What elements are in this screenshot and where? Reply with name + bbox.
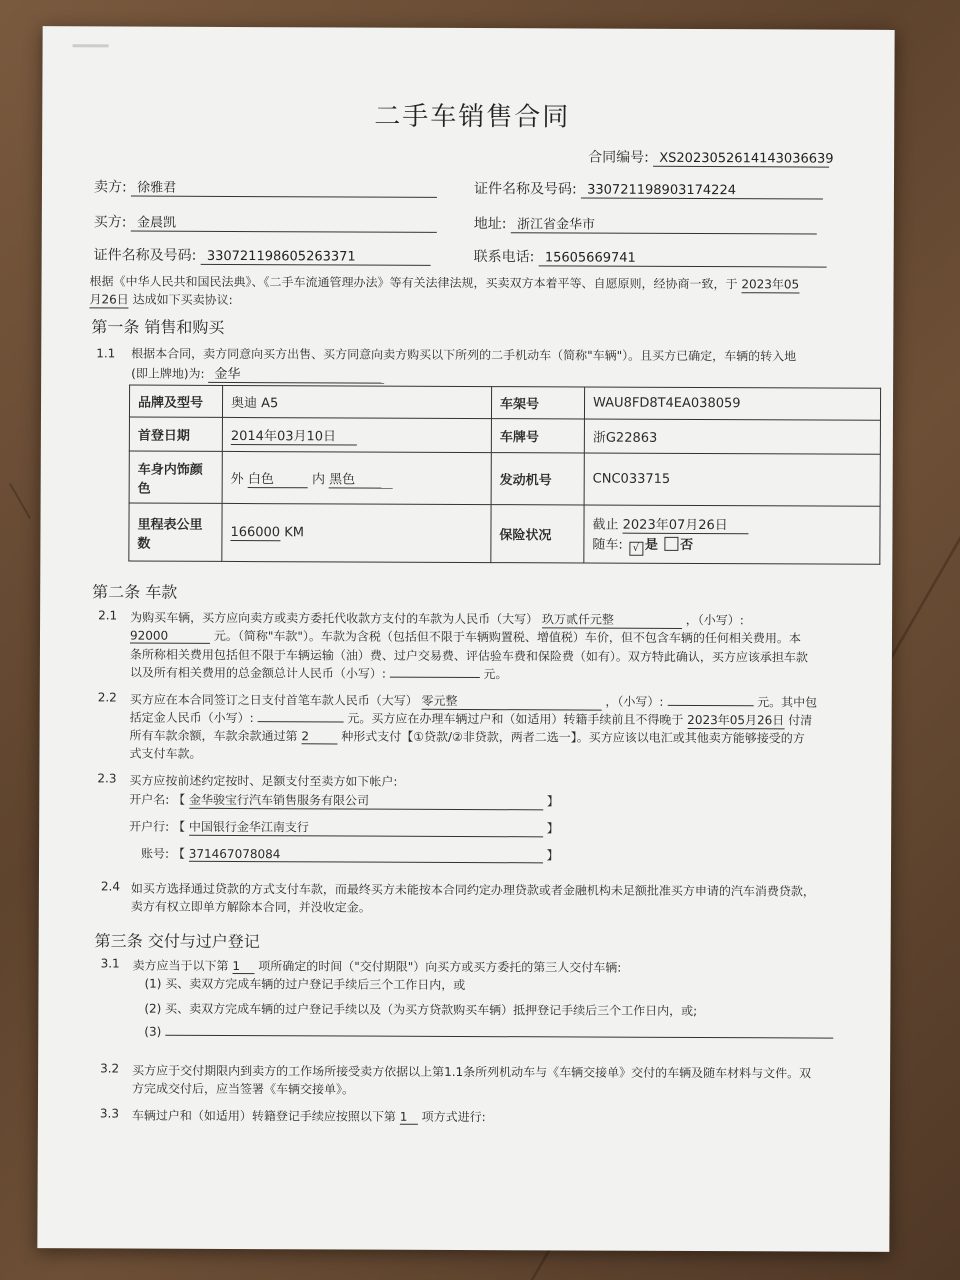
p22-date: 2023年05月26日 (687, 712, 785, 728)
p23-num: 2.3 (97, 771, 117, 786)
s1-line-2 (131, 363, 384, 384)
p22-d: 括定金人民币（小写）: (129, 710, 254, 726)
p24-line-1: 如买方选择通过贷款的方式支付车款，而最终买方未能按本合同约定办理贷款或者金融机构未足额批准买方申请的汽车消费贷款， (130, 881, 815, 899)
rb: 】 (546, 794, 559, 809)
p21-line-2 (130, 627, 801, 647)
bank-row (129, 818, 559, 838)
section1-heading: 第一条 销售和购买 (91, 317, 225, 337)
p22-num: 2.2 (97, 690, 117, 705)
insurance-label: 保险状况 (491, 505, 584, 563)
p33-a: 车辆过户和（如适用）转籍登记手续应按照以下第 (131, 1108, 396, 1124)
table-row (129, 417, 880, 454)
p33-num: 3.3 (99, 1106, 120, 1121)
s1-text-1: 根据本合同，卖方同意向买方出售、买方同意向卖方购买以下所列的二手机动车（简称"车辆"）。且买方已确定，车辆的转入地 (131, 346, 797, 364)
acct-no-value: 371467078084 (189, 847, 543, 864)
p32-num: 3.2 (100, 1061, 120, 1076)
intro-date-b: 月26日 (89, 292, 129, 307)
p22-line-3 (130, 727, 805, 747)
p22-line-4: 式支付车款。 (129, 746, 202, 761)
p31-opt-2: (2) 买、卖双方完成车辆的过户登记手续以及（为买方贷款购买车辆）抵押登记手续后三个工作日内，或; (144, 1001, 698, 1019)
intro-date-a: 2023年05 (741, 277, 800, 292)
engine-value: CNC033715 (584, 453, 880, 506)
intro-text-1: 根据《中华人民共和国民法典》、《二手车流通管理办法》等有关法律法规，买卖双方本着平等、自愿原则，经协商一致，于 (89, 274, 738, 292)
contract-no (588, 147, 834, 168)
buyer-label: 买方: (93, 214, 127, 231)
lb: 【 (173, 792, 186, 807)
p31-opt-1: (1) 买、卖双方完成车辆的过户登记手续后三个工作日内，或 (144, 976, 466, 993)
intro-line-2 (89, 290, 232, 309)
vin-value: WAU8FD8T4EA038059 (584, 387, 880, 420)
rb: 】 (546, 821, 559, 836)
p24-num: 2.4 (100, 879, 121, 894)
seller-label: 卖方: (93, 179, 127, 196)
address-row (474, 213, 817, 234)
p33-line-1 (132, 1107, 486, 1126)
s1-place: 金华 (208, 363, 384, 384)
p33-choice: 1 (400, 1110, 418, 1125)
p31-opt-3 (144, 1025, 833, 1042)
phone-value: 15605669741 (539, 250, 827, 267)
color-cell (222, 451, 491, 504)
p21-b: ，（小写）: (685, 612, 744, 628)
contract-paper (37, 26, 894, 1252)
p24-line-2: 卖方有权立即单方解除本合同，并没收定金。 (130, 899, 371, 915)
p31-a: 卖方应当于以下第 (132, 958, 229, 973)
reg-cell (222, 417, 491, 452)
p31-opt3-blank (165, 1035, 833, 1039)
plate-value: 浙G22863 (584, 419, 880, 454)
p31-opt3-label: (3) (144, 1024, 162, 1039)
with-car-label: 随车: (592, 537, 623, 553)
lb: 【 (173, 819, 186, 834)
p21-total-blank (390, 677, 480, 678)
buyer-value: 金晨凯 (131, 212, 437, 233)
p22-f: 付清 (788, 713, 813, 728)
phone-row (474, 246, 827, 268)
buyer-id-row (94, 244, 431, 265)
brand-label: 品牌及型号 (129, 385, 222, 417)
p22-upper: 零元整 (422, 692, 602, 711)
p21-amount: 92000 (130, 629, 210, 644)
mileage-unit: KM (284, 524, 305, 540)
account-no-row (141, 845, 559, 864)
p22-b: ，（小写）: (605, 694, 664, 709)
plate-label: 车牌号 (491, 419, 584, 453)
acct-name-label: 开户名: (129, 792, 170, 807)
p32-line-2: 方完成交付后，应当签署《车辆交接单》。 (132, 1081, 355, 1097)
p31-line-1 (133, 957, 622, 976)
section3-heading: 第三条 交付与过户登记 (94, 931, 260, 952)
acct-no-label: 账号: (141, 846, 170, 861)
account-name-row (129, 791, 559, 811)
vehicle-table (128, 385, 881, 565)
ext-color: 白色 (248, 468, 308, 488)
p21-e: 以及所有相关费用的总金额总计人民币（小写）: (129, 665, 386, 681)
p22-c: 元。其中包 (757, 695, 818, 710)
int-color: 黑色 (329, 468, 393, 488)
checkbox-no[interactable] (664, 536, 678, 550)
p21-a: 为购买车辆，买方应向卖方或卖方委托代收款方支付的车款为人民币（大写） (130, 610, 539, 627)
seller-id-label: 证件名称及号码: (473, 181, 577, 198)
buyer-id-label: 证件名称及号码: (93, 247, 197, 264)
buyer-id-value: 330721198605263371 (201, 249, 431, 266)
p21-num: 2.1 (98, 608, 118, 623)
p21-f: 元。 (483, 667, 508, 682)
p22-g: 所有车款余额，车款余款通过第 (129, 728, 298, 744)
brand-value: 奥迪 A5 (222, 385, 491, 418)
int-prefix: 内 (311, 471, 326, 487)
p22-e: 元。买方应在办理车辆过户和（如适用）转籍手续前且不得晚于 (347, 711, 684, 727)
intro-text-2: 达成如下买卖协议: (132, 292, 233, 307)
table-row (129, 451, 880, 506)
staple-mark (73, 44, 109, 47)
p22-small-blank (667, 705, 753, 706)
address-value: 浙江省金华市 (511, 213, 817, 234)
no-label: 否 (680, 537, 694, 553)
ins-prefix: 截止 (592, 517, 619, 533)
wood-grain (9, 483, 31, 519)
page-title: 二手车销售合同 (374, 101, 571, 133)
seller-id-value: 330721198903174224 (581, 182, 823, 199)
s1-num: 1.1 (96, 346, 116, 361)
rb: 】 (546, 848, 559, 863)
p21-c: 元。（简称"车款"）。车款为含税（包括但不限于车辆购置税、增值税）车价，但不包含车辆的任何相关费用。本 (213, 628, 801, 646)
color-label: 车身内饰颜色 (129, 451, 222, 503)
p32-line-1: 买方应于交付期限内到卖方的工作场所接受卖方依据以上第1.1条所列机动车与《车辆交接单》交付的车辆及随车材料与文件。双 (132, 1063, 812, 1081)
seller-value: 徐雅君 (131, 177, 437, 198)
table-row (129, 385, 880, 420)
section2-heading: 第二条 车款 (92, 582, 178, 602)
p22-deposit-blank (258, 721, 344, 722)
acct-name-value: 金华骏宝行汽车销售服务有限公司 (189, 791, 543, 811)
vin-label: 车架号 (491, 387, 584, 419)
p21-line-4 (130, 664, 508, 683)
p31-num: 3.1 (100, 956, 120, 971)
p22-h: 种形式支付【①贷款/②非贷款，两者二选一】。买方应该以电汇或其他卖方能够接受的方 (341, 729, 805, 746)
mileage-label: 里程表公里数 (129, 503, 222, 561)
ins-date: 2023年07月26日 (623, 513, 749, 534)
phone-label: 联系电话: (473, 249, 535, 266)
checkbox-yes[interactable]: √ (629, 541, 643, 555)
address-label: 地址: (473, 216, 507, 233)
engine-label: 发动机号 (491, 453, 584, 505)
p21-line-3: 条所称相关费用包括但不限于车辆运输（油）费、过户交易费、评估验车费和保险费（如有）。双方特此确认，买方应该承担车款 (129, 647, 808, 665)
lb: 【 (172, 846, 185, 861)
buyer-row (94, 211, 437, 232)
reg-value: 2014年03月10日 (231, 424, 357, 445)
s1-line-1 (96, 344, 796, 364)
p31-b: 项所确定的时间（"交付期限"）向买方或买方委托的第三人交付车辆: (258, 959, 622, 975)
ext-prefix: 外 (230, 471, 244, 487)
contract-no-label: 合同编号: (588, 149, 649, 166)
contract-no-value: XS2023052614143036639 (653, 151, 829, 168)
p21-upper: 玖万贰仟元整 (542, 610, 682, 629)
mileage-cell (222, 503, 491, 562)
seller-row (94, 176, 437, 197)
p33-b: 项方式进行: (421, 1109, 486, 1125)
p31-choice: 1 (232, 959, 254, 974)
reg-label: 首登日期 (129, 417, 222, 451)
mileage-value: 166000 (230, 524, 281, 540)
bank-label: 开户行: (129, 819, 170, 834)
bank-value: 中国银行金华江南支行 (189, 818, 543, 838)
p22-a: 买方应在本合同签订之日支付首笔车款人民币（大写） (129, 692, 418, 708)
p23-line-1: 买方应按前述约定按时、足额支付至卖方如下帐户: (129, 773, 398, 789)
p22-choice: 2 (301, 729, 337, 744)
yes-label: 是 (644, 537, 658, 553)
seller-id-row (474, 178, 823, 200)
insurance-cell (584, 505, 880, 564)
s1-text-2: (即上牌地)为: (131, 366, 205, 381)
table-row (129, 503, 880, 564)
